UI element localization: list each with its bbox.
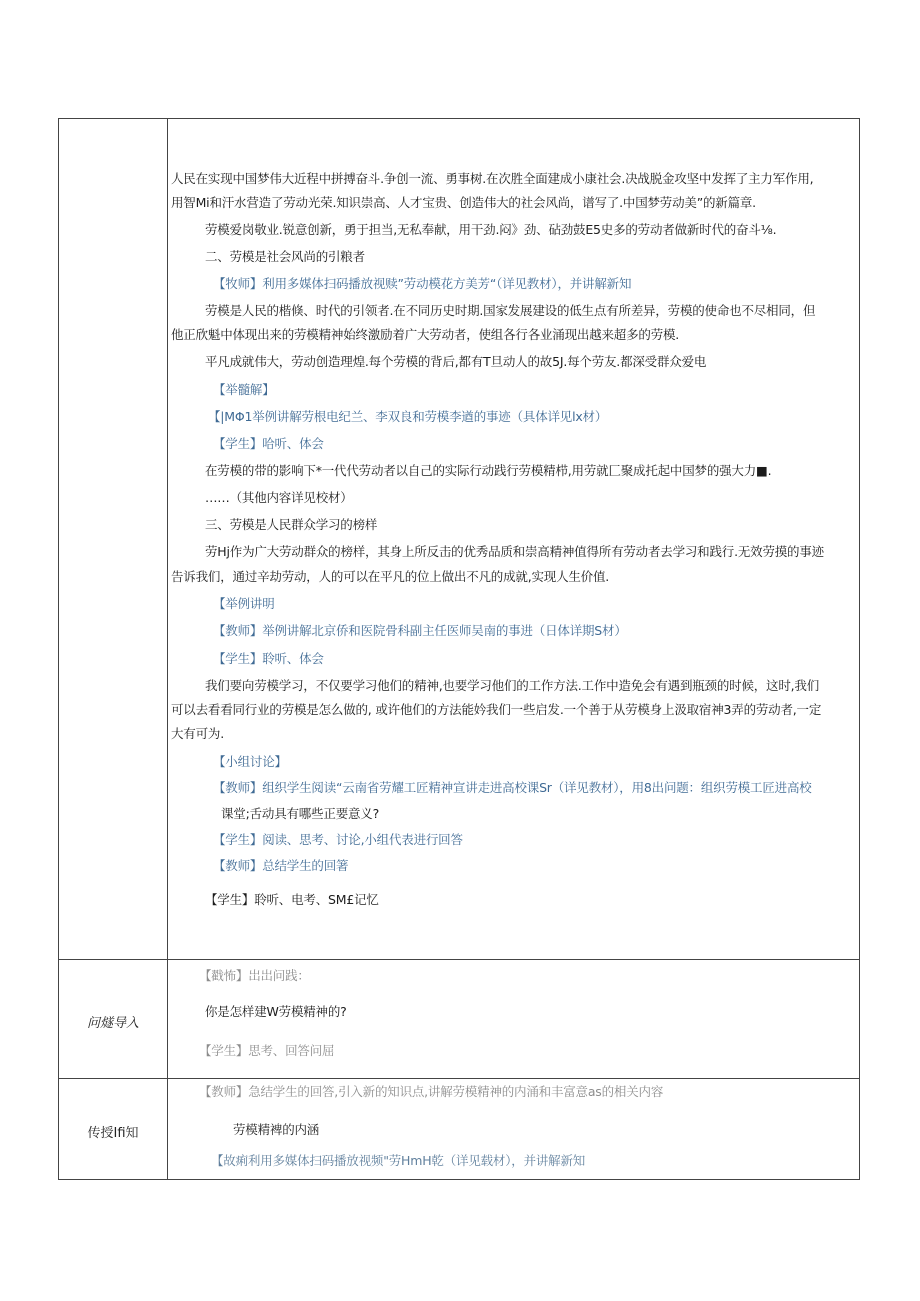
content-line: 课堂;舌动具有哪些正要意义? xyxy=(221,806,380,821)
row-divider xyxy=(59,1078,859,1079)
teacher-activity: 【戳怖】岀岀问践： xyxy=(199,968,310,983)
section-heading: 二、劳模是社会风尚的引粮者 xyxy=(205,249,365,264)
content-line: 用智Mi和汗水营造了劳动光荣.知识崇高、人才宝贵、创造伟大的社会风尚，谱写了.中国梦劳动美”的新篇章. xyxy=(171,195,756,210)
activity-label: 【小组讨论】 xyxy=(213,754,287,769)
column-divider xyxy=(167,119,168,1179)
activity-label: 【举髓解】 xyxy=(213,382,275,397)
content-line: 劳Hj作为广大劳动群众的榜样，其身上所反击的优秀品质和崇高精神值得所有劳动者去学习和践行.无效劳摸的事迹 xyxy=(205,544,824,559)
content-line: 我们要向劳模学习，不仅要学习他们的精神,也要学习他们的工作方法.工作中造免会有遇到瓶颈的时候，这时,我们 xyxy=(205,678,820,693)
content-line: 告诉我们，通过辛劫劳动，人的可以在平凡的位上做出不凡的成就,实现人生价值. xyxy=(171,569,610,584)
content-line: 他正欣魁中体现出来的劳模精神始终激励着广大劳动者，使组各行各业涌现出越来超多的劳模. xyxy=(171,327,680,342)
row-2-label: 问燧导入 xyxy=(86,1016,139,1031)
teacher-activity: 【故痢利用多媒体扫码播放视频"劳HmH乾（详见载材），并讲解新知 xyxy=(211,1153,586,1168)
row-3-label: 传授Ifi知 xyxy=(87,1126,139,1141)
content-line: 人民在实现中国梦伟大近程中拼搏奋斗.争创一流、勇事树.在次胜全面建成小康社会.决战脱金攻坚中发挥了主力军作用, xyxy=(171,171,814,186)
row-divider xyxy=(59,959,859,960)
content-line: 在劳模的带的影响下*一代代劳动者以自己的实际行动践行劳模精栉,用劳就匚聚成托起中国梦的强大力■. xyxy=(205,463,772,478)
teacher-activity: 【牧师】利用多媒体扫码播放视赎”劳动模花方美芳“（详见教材），并讲解新知 xyxy=(213,276,632,291)
teacher-activity: 【教师】组织学生阅读“云南省劳耀工匠精神宣讲走进高校课Sr（详见教材），用8出问题：组织劳模工匠进高校 xyxy=(213,780,812,795)
discussion-question: 你是怎样建W劳模精神的? xyxy=(205,1004,347,1019)
teacher-activity: 【教师】总结学生的回箸 xyxy=(213,858,349,873)
lesson-plan-table xyxy=(58,118,860,1180)
teacher-activity: 【教师】急结学生的回答,引入新的知识点,讲解劳模精神的内涌和丰富意as的相关内容 xyxy=(199,1084,664,1099)
student-activity: 【学生】哈听、体会 xyxy=(213,436,324,451)
content-line: ……（其他内容详见校材） xyxy=(205,490,353,505)
topic-heading: 劳模精裨的内涵 xyxy=(233,1122,320,1137)
activity-label: 【举例讲明 xyxy=(213,596,275,611)
section-heading: 三、劳模是人民群众学习的榜样 xyxy=(205,517,378,532)
content-line: 平凡成就伟大，劳动创造理煌.每个劳模的背后,都有T旦动人的故5J.每个劳友.都深受群众爱电 xyxy=(205,354,707,369)
content-line: 大有可为. xyxy=(171,726,224,741)
content-line: 劳模爱岗敬业.锐意创新，勇于担当,无私奉献，用干劲.闷》劲、砧劲鼓E5史多的劳动者做新时代的奋斗⅛. xyxy=(205,222,777,237)
student-activity: 【学生】阅读、思考、讨论,小组代表进行回答 xyxy=(213,832,463,847)
teacher-activity: 【|MΦ1举例讲解劳根电纪兰、李双良和劳模李遒的事迹（具体详见lx材） xyxy=(208,409,608,424)
teacher-activity: 【教师】举例讲解北京侨和医院骨科副主任医师吴南的事进（日体详期S材） xyxy=(213,623,627,638)
student-activity: 【学生】聆听、体会 xyxy=(213,651,324,666)
content-line: 劳模是人民的楷倏、时代的引领者.在不同历史时期.国家发展建设的低生点有所差异，劳模的使命也不尽相同，但 xyxy=(205,303,816,318)
student-activity: 【学生】思考、回答问屈 xyxy=(199,1043,335,1058)
student-activity: 【学生】聆听、电考、SM£记忆 xyxy=(205,892,379,907)
content-line: 可以去看看同行业的劳模是怎么做的, 或许他们的方法能妗我们一些启发.一个善于从劳模身上汲取宿神3弄的劳动者,一定 xyxy=(171,702,822,717)
